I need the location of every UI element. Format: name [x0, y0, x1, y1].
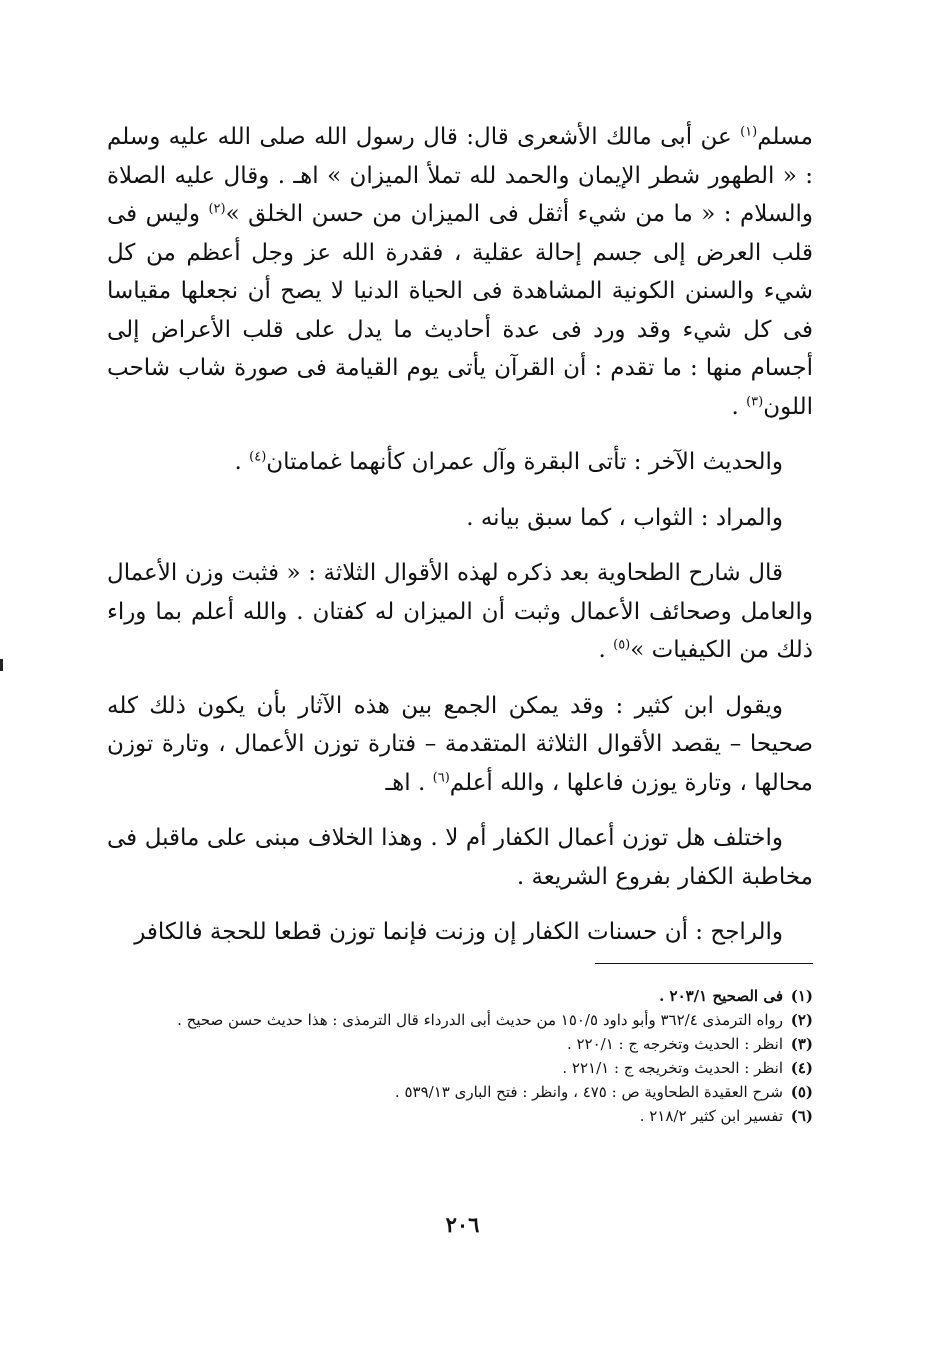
text-run: وليس فى قلب العرض إلى جسم إحالة عقلية ، فقدرة الله عز وجل أعظم من كل شيء والسنن الكونية المشاهدة فى الحياة الدنيا لا يصح أن نجعلها مقياسا فى كل شيء وقد ورد فى عدة أحاديث ما يدل على قلب الأعراض إلى أجسام منها : ما تقدم : أن القرآن يأتى يوم القيامة فى صورة شاب شاحب اللون — [107, 201, 813, 420]
paragraph-2 — [107, 443, 813, 482]
text-run: عن أبى مالك الأشعرى قال: قال رسول الله صلى الله عليه وسلم : « الطهور شطر الإيمان والحمد لله تملأ الميزان » اهـ . وقال عليه الصلاة والسلام : « ما من شيء أثقل فى الميزان من حسن الخلق » — [107, 124, 813, 227]
paragraph-6 — [107, 819, 813, 896]
footnote-ref-4[interactable]: (٤) — [249, 449, 267, 465]
footnote-5 — [107, 1080, 813, 1104]
paragraph-4 — [107, 554, 813, 670]
footnote-6 — [107, 1104, 813, 1128]
footnote-text: فى الصحيح ٢٠٣/١ . — [659, 987, 783, 1005]
footnote-text: شرح العقيدة الطحاوية ص : ٤٧٥ ، وانظر : فتح البارى ٥٣٩/١٣ . — [394, 1083, 783, 1101]
footnote-number: (٣) — [790, 1035, 813, 1053]
text-run: ويقول ابن كثير : وقد يمكن الجمع بين هذه الآثار بأن يكون ذلك كله صحيحا – يقصد الأقوال الثلاثة المتقدمة – فتارة توزن الأعمال ، وتارة توزن محالها ، وتارة يوزن فاعلها ، والله أعلم — [107, 692, 813, 796]
text-run: مسلم — [757, 124, 813, 150]
paragraph-3 — [107, 499, 813, 538]
text-run: والمراد : الثواب ، كما سبق بيانه . — [466, 504, 783, 531]
footnote-number: (٢) — [790, 1011, 813, 1029]
footnote-number: (٥) — [790, 1083, 813, 1101]
text-run: . — [731, 393, 747, 420]
footnote-number: (٤) — [790, 1059, 813, 1077]
text-run: . — [234, 449, 250, 475]
footnote-number: (٦) — [790, 1107, 813, 1125]
text-run: والحديث الآخر : تأتى البقرة وآل عمران كأنهما غمامتان — [266, 449, 783, 475]
paragraph-1 — [107, 118, 813, 426]
footnote-text: تفسير ابن كثير ٢١٨/٢ . — [639, 1107, 783, 1125]
page-number: ٢٠٦ — [445, 1212, 480, 1237]
footnote-ref-3[interactable]: (٣) — [746, 393, 764, 409]
footnote-text: انظر : الحديث وتخرجه ج : ٢٢٠/١ . — [566, 1035, 783, 1053]
text-run: . اهـ — [385, 769, 433, 796]
footnote-text: رواه الترمذى ٣٦٢/٤ وأبو داود ١٥٠/٥ من حديث أبى الدرداء قال الترمذى : هذا حديث حسن صحيح . — [177, 1011, 783, 1029]
footnote-4 — [107, 1056, 813, 1080]
text-run: والراجح : أن حسنات الكفار إن وزنت فإنما توزن قطعا للحجة فالكافر — [134, 919, 783, 945]
text-run: قال شارح الطحاوية بعد ذكره لهذه الأقوال الثلاثة : « فثبت وزن الأعمال والعامل وصحائف الأعمال وثبت أن الميزان له كفتان . والله أعلم بما وراء ذلك من الكيفيات » — [107, 560, 813, 663]
text-run: . — [598, 637, 614, 663]
footnote-ref-5[interactable]: (٥) — [613, 637, 631, 653]
footnotes — [107, 984, 813, 1128]
paragraph-5 — [107, 687, 813, 803]
footnote-1 — [107, 984, 813, 1008]
footnote-text: انظر : الحديث وتخريجه ج : ٢٢١/١ . — [562, 1059, 783, 1077]
scan-mark — [0, 659, 3, 671]
text-run: واختلف هل توزن أعمال الكفار أم لا . وهذا الخلاف مبنى على ماقبل فى مخاطبة الكفار بفروع الشريعة . — [107, 825, 813, 890]
main-text — [107, 118, 813, 969]
footnote-number: (١) — [790, 987, 813, 1005]
footnote-ref-1[interactable]: (١) — [740, 124, 758, 140]
footnote-separator — [595, 963, 813, 964]
footnote-3 — [107, 1032, 813, 1056]
footnote-ref-2[interactable]: (٢) — [208, 201, 226, 217]
paragraph-7 — [107, 913, 813, 952]
footnote-ref-6[interactable]: (٦) — [432, 769, 450, 785]
footnote-2 — [107, 1008, 813, 1032]
